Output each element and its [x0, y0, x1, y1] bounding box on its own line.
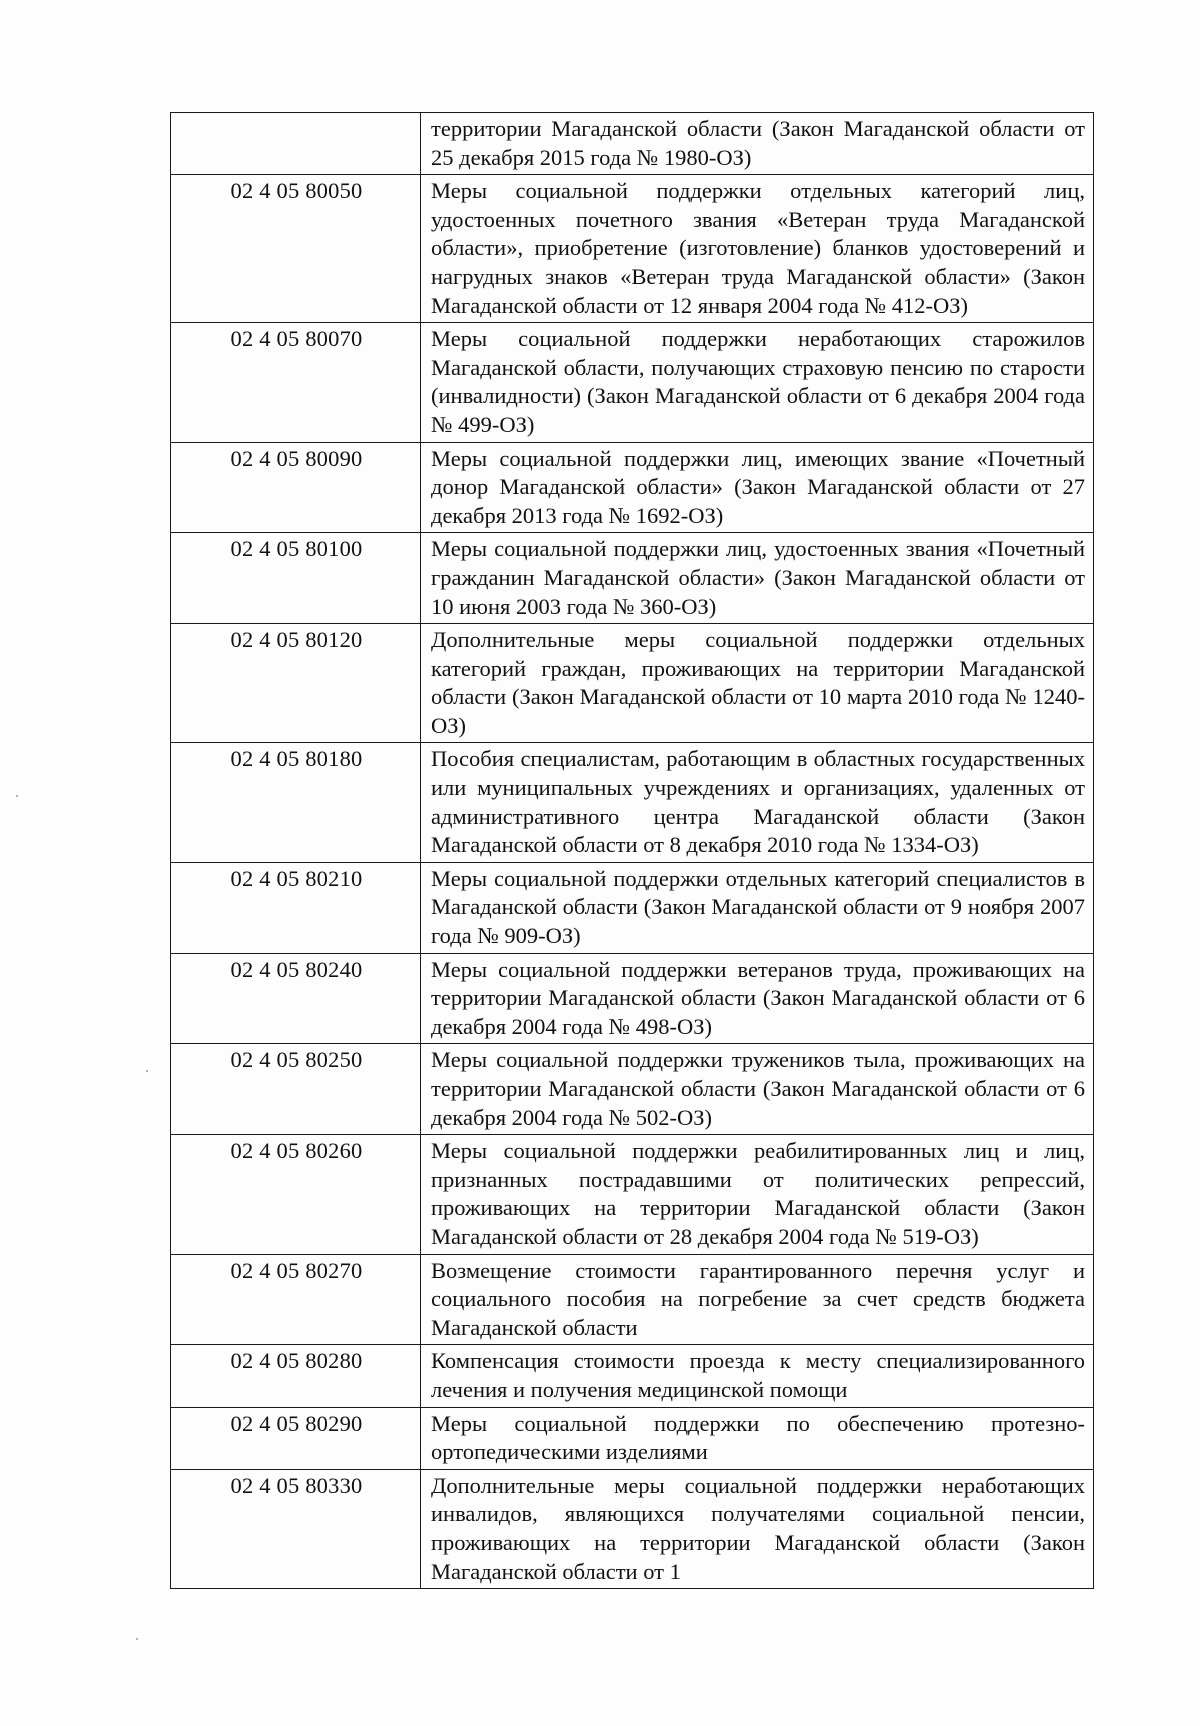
- table-row: [171, 113, 1094, 175]
- code-cell: 02 4 05 80210: [171, 862, 421, 953]
- table-body: [171, 113, 1094, 1589]
- description-cell: Меры социальной поддержки лиц, удостоенных звания «Почетный гражданин Магаданской области» (Закон Магаданской области от 10 июня 2003 года № 360-ОЗ): [421, 533, 1094, 624]
- code-cell: 02 4 05 80290: [171, 1407, 421, 1469]
- table-row: [171, 1345, 1094, 1407]
- table-row: [171, 624, 1094, 743]
- code-cell: 02 4 05 80070: [171, 323, 421, 442]
- scan-speck: [146, 1070, 148, 1072]
- table-row: [171, 953, 1094, 1044]
- code-cell: 02 4 05 80090: [171, 442, 421, 533]
- description-cell: Дополнительные меры социальной поддержки отдельных категорий граждан, проживающих на территории Магаданской области (Закон Магаданской области от 10 марта 2010 года № 1240-ОЗ): [421, 624, 1094, 743]
- table-row: [171, 1407, 1094, 1469]
- description-cell: Меры социальной поддержки тружеников тыла, проживающих на территории Магаданской области (Закон Магаданской области от 6 декабря 2004 года № 502-ОЗ): [421, 1044, 1094, 1135]
- description-cell: Меры социальной поддержки ветеранов труда, проживающих на территории Магаданской области (Закон Магаданской области от 6 декабря 2004 года № 498-ОЗ): [421, 953, 1094, 1044]
- description-cell: Меры социальной поддержки лиц, имеющих звание «Почетный донор Магаданской области» (Закон Магаданской области от 27 декабря 2013 года № 1692-ОЗ): [421, 442, 1094, 533]
- code-cell: 02 4 05 80240: [171, 953, 421, 1044]
- table-row: [171, 533, 1094, 624]
- scan-speck: [136, 1638, 138, 1640]
- code-cell: 02 4 05 80100: [171, 533, 421, 624]
- code-cell: 02 4 05 80250: [171, 1044, 421, 1135]
- budget-classification-table: [170, 112, 1094, 1589]
- description-cell: Меры социальной поддержки отдельных категорий лиц, удостоенных почетного звания «Ветеран труда Магаданской области», приобретение (изготовление) бланков удостоверений и нагрудных знаков «Ветеран труда Магаданской области» (Закон Магаданской области от 12 января 2004 года № 412-ОЗ): [421, 175, 1094, 323]
- table-row: [171, 1044, 1094, 1135]
- description-cell: Меры социальной поддержки отдельных категорий специалистов в Магаданской области (Закон Магаданской области от 9 ноября 2007 года № 909-ОЗ): [421, 862, 1094, 953]
- description-cell: Меры социальной поддержки по обеспечению протезно-ортопедическими изделиями: [421, 1407, 1094, 1469]
- description-cell: Меры социальной поддержки реабилитированных лиц и лиц, признанных пострадавшими от политических репрессий, проживающих на территории Магаданской области (Закон Магаданской области от 28 декабря 2004 года № 519-ОЗ): [421, 1135, 1094, 1254]
- code-cell: 02 4 05 80270: [171, 1254, 421, 1345]
- description-cell: Дополнительные меры социальной поддержки неработающих инвалидов, являющихся получателями социальной пенсии, проживающих на территории Магаданской области (Закон Магаданской области от 1: [421, 1469, 1094, 1588]
- table-row: [171, 323, 1094, 442]
- description-cell: Пособия специалистам, работающим в областных государственных или муниципальных учреждениях и организациях, удаленных от административного центра Магаданской области (Закон Магаданской области от 8 декабря 2010 года № 1334-ОЗ): [421, 743, 1094, 862]
- table-row: [171, 862, 1094, 953]
- table-row: [171, 1254, 1094, 1345]
- description-cell: Возмещение стоимости гарантированного перечня услуг и социального пособия на погребение за счет средств бюджета Магаданской области: [421, 1254, 1094, 1345]
- table-row: [171, 175, 1094, 323]
- code-cell: 02 4 05 80050: [171, 175, 421, 323]
- description-cell: территории Магаданской области (Закон Магаданской области от 25 декабря 2015 года № 1980-ОЗ): [421, 113, 1094, 175]
- code-cell: 02 4 05 80280: [171, 1345, 421, 1407]
- code-cell: 02 4 05 80180: [171, 743, 421, 862]
- table-row: [171, 1469, 1094, 1588]
- code-cell: 02 4 05 80260: [171, 1135, 421, 1254]
- table-row: [171, 442, 1094, 533]
- description-cell: Меры социальной поддержки неработающих старожилов Магаданской области, получающих страховую пенсию по старости (инвалидности) (Закон Магаданской области от 6 декабря 2004 года № 499-ОЗ): [421, 323, 1094, 442]
- table-row: [171, 1135, 1094, 1254]
- code-cell: [171, 113, 421, 175]
- description-cell: Компенсация стоимости проезда к месту специализированного лечения и получения медицинской помощи: [421, 1345, 1094, 1407]
- code-cell: 02 4 05 80120: [171, 624, 421, 743]
- code-cell: 02 4 05 80330: [171, 1469, 421, 1588]
- scan-speck: [16, 795, 18, 797]
- table-row: [171, 743, 1094, 862]
